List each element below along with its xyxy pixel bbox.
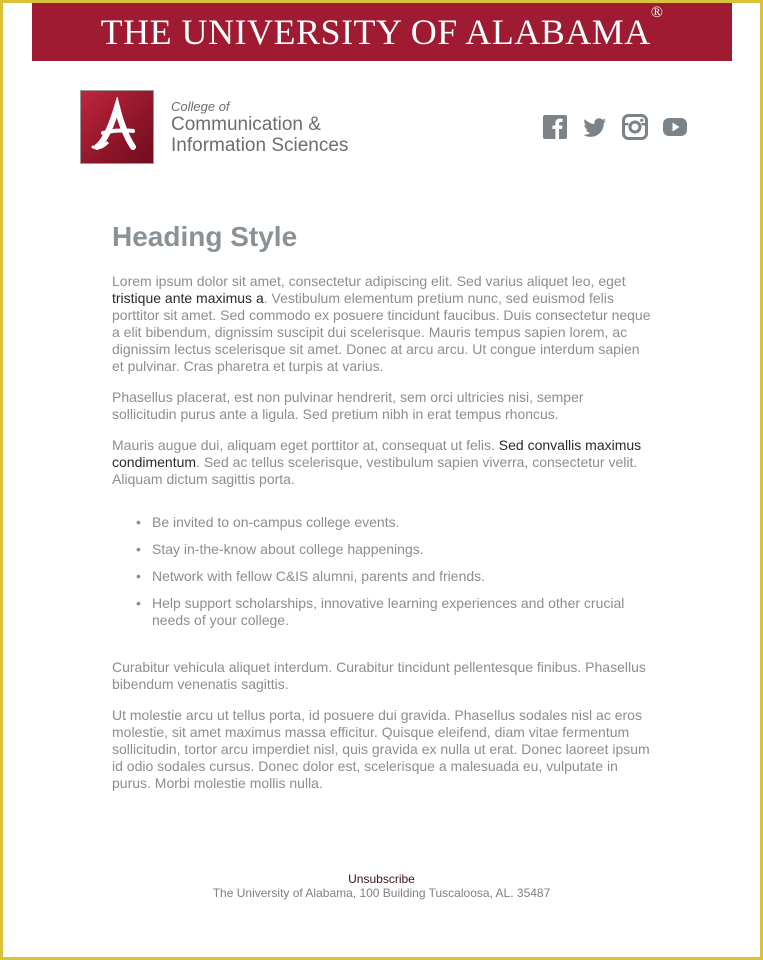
email-body xyxy=(112,221,652,806)
university-banner xyxy=(32,3,732,61)
email-footer xyxy=(3,872,760,900)
list-item: • Stay in-the-know about college happenings. xyxy=(144,541,652,558)
social-links xyxy=(542,114,688,140)
twitter-icon[interactable] xyxy=(582,114,608,140)
email-frame xyxy=(3,3,760,957)
college-line-2: Information Sciences xyxy=(171,135,349,156)
inline-link-1[interactable]: tristique ante maximus a xyxy=(112,290,264,306)
postal-address: The University of Alabama, 100 Building Tuscaloosa, AL. 35487 xyxy=(212,886,551,900)
paragraph-3: Mauris augue dui, aliquam eget porttitor at, consequat ut felis. Sed convallis maximus condimentum. Sed ac tellus scelerisque, vestibulum sapien viverra, consectetur velit. Aliquam dictum sagittis porta. xyxy=(112,437,642,487)
college-line-1: Communication & xyxy=(171,114,321,135)
script-a-logo[interactable] xyxy=(80,90,154,164)
paragraph-4: Curabitur vehicula aliquet interdum. Curabitur tincidunt pellentesque finibus. Phasellus bibendum venenatis sagittis. xyxy=(112,659,646,692)
list-item: • Help support scholarships, innovative learning experiences and other crucial needs of your college. xyxy=(144,595,652,629)
registered-mark: ® xyxy=(650,4,664,21)
script-a-icon xyxy=(87,97,147,157)
heading: Heading Style xyxy=(112,221,298,252)
facebook-icon[interactable] xyxy=(542,114,568,140)
paragraph-2: Phasellus placerat, est non pulvinar hendrerit, sem orci ultricies nisi, semper sollicitudin purus ante a ligula. Sed pretium nibh in erat tempus rhoncus. xyxy=(112,389,584,422)
paragraph-1: Lorem ipsum dolor sit amet, consectetur adipiscing elit. Sed varius aliquet leo, eget tristique ante maximus a. Vestibulum elementum pretium nunc, sed euismod felis porttitor sit amet. Sed commodo ex posuere tincidunt faucibus. Duis consectetur neque a elit bibendum, dignissim suscipit dui scelerisque. Mauris tempus sapien lorem, ac dignissim lectus scelerisque sit amet. Donec at arcu arcu. Ut congue interdum sapien et pulvinar. Cras pharetra et turpis at varius. xyxy=(112,273,651,374)
youtube-icon[interactable] xyxy=(662,114,688,140)
list-item: • Network with fellow C&IS alumni, parents and friends. xyxy=(144,568,652,585)
instagram-icon[interactable] xyxy=(622,114,648,140)
unsubscribe-link[interactable]: Unsubscribe xyxy=(348,872,415,886)
banner-title: THE UNIVERSITY OF ALABAMA® xyxy=(100,4,664,52)
list-item: • Be invited to on-campus college events. xyxy=(144,514,652,531)
benefits-list xyxy=(112,514,652,629)
college-small-label: College of xyxy=(171,99,230,114)
inline-link-2[interactable]: Sed convallis maximus condimentum xyxy=(112,437,642,470)
paragraph-5: Ut molestie arcu ut tellus porta, id posuere dui gravida. Phasellus sodales nisl ac eros molestie, sit amet maximus massa efficitur. Quisque eleifend, diam vitae fermentum sollicitudin, tortor arcu imperdiet nisl, quis gravida ex nulla ut erat. Donec laoreet ipsum id odio sodales cursus. Donec dolor est, scelerisque a malesuada eu, vulputate in purus. Morbi molestie mollis nulla. xyxy=(112,707,650,791)
college-name xyxy=(171,100,348,156)
